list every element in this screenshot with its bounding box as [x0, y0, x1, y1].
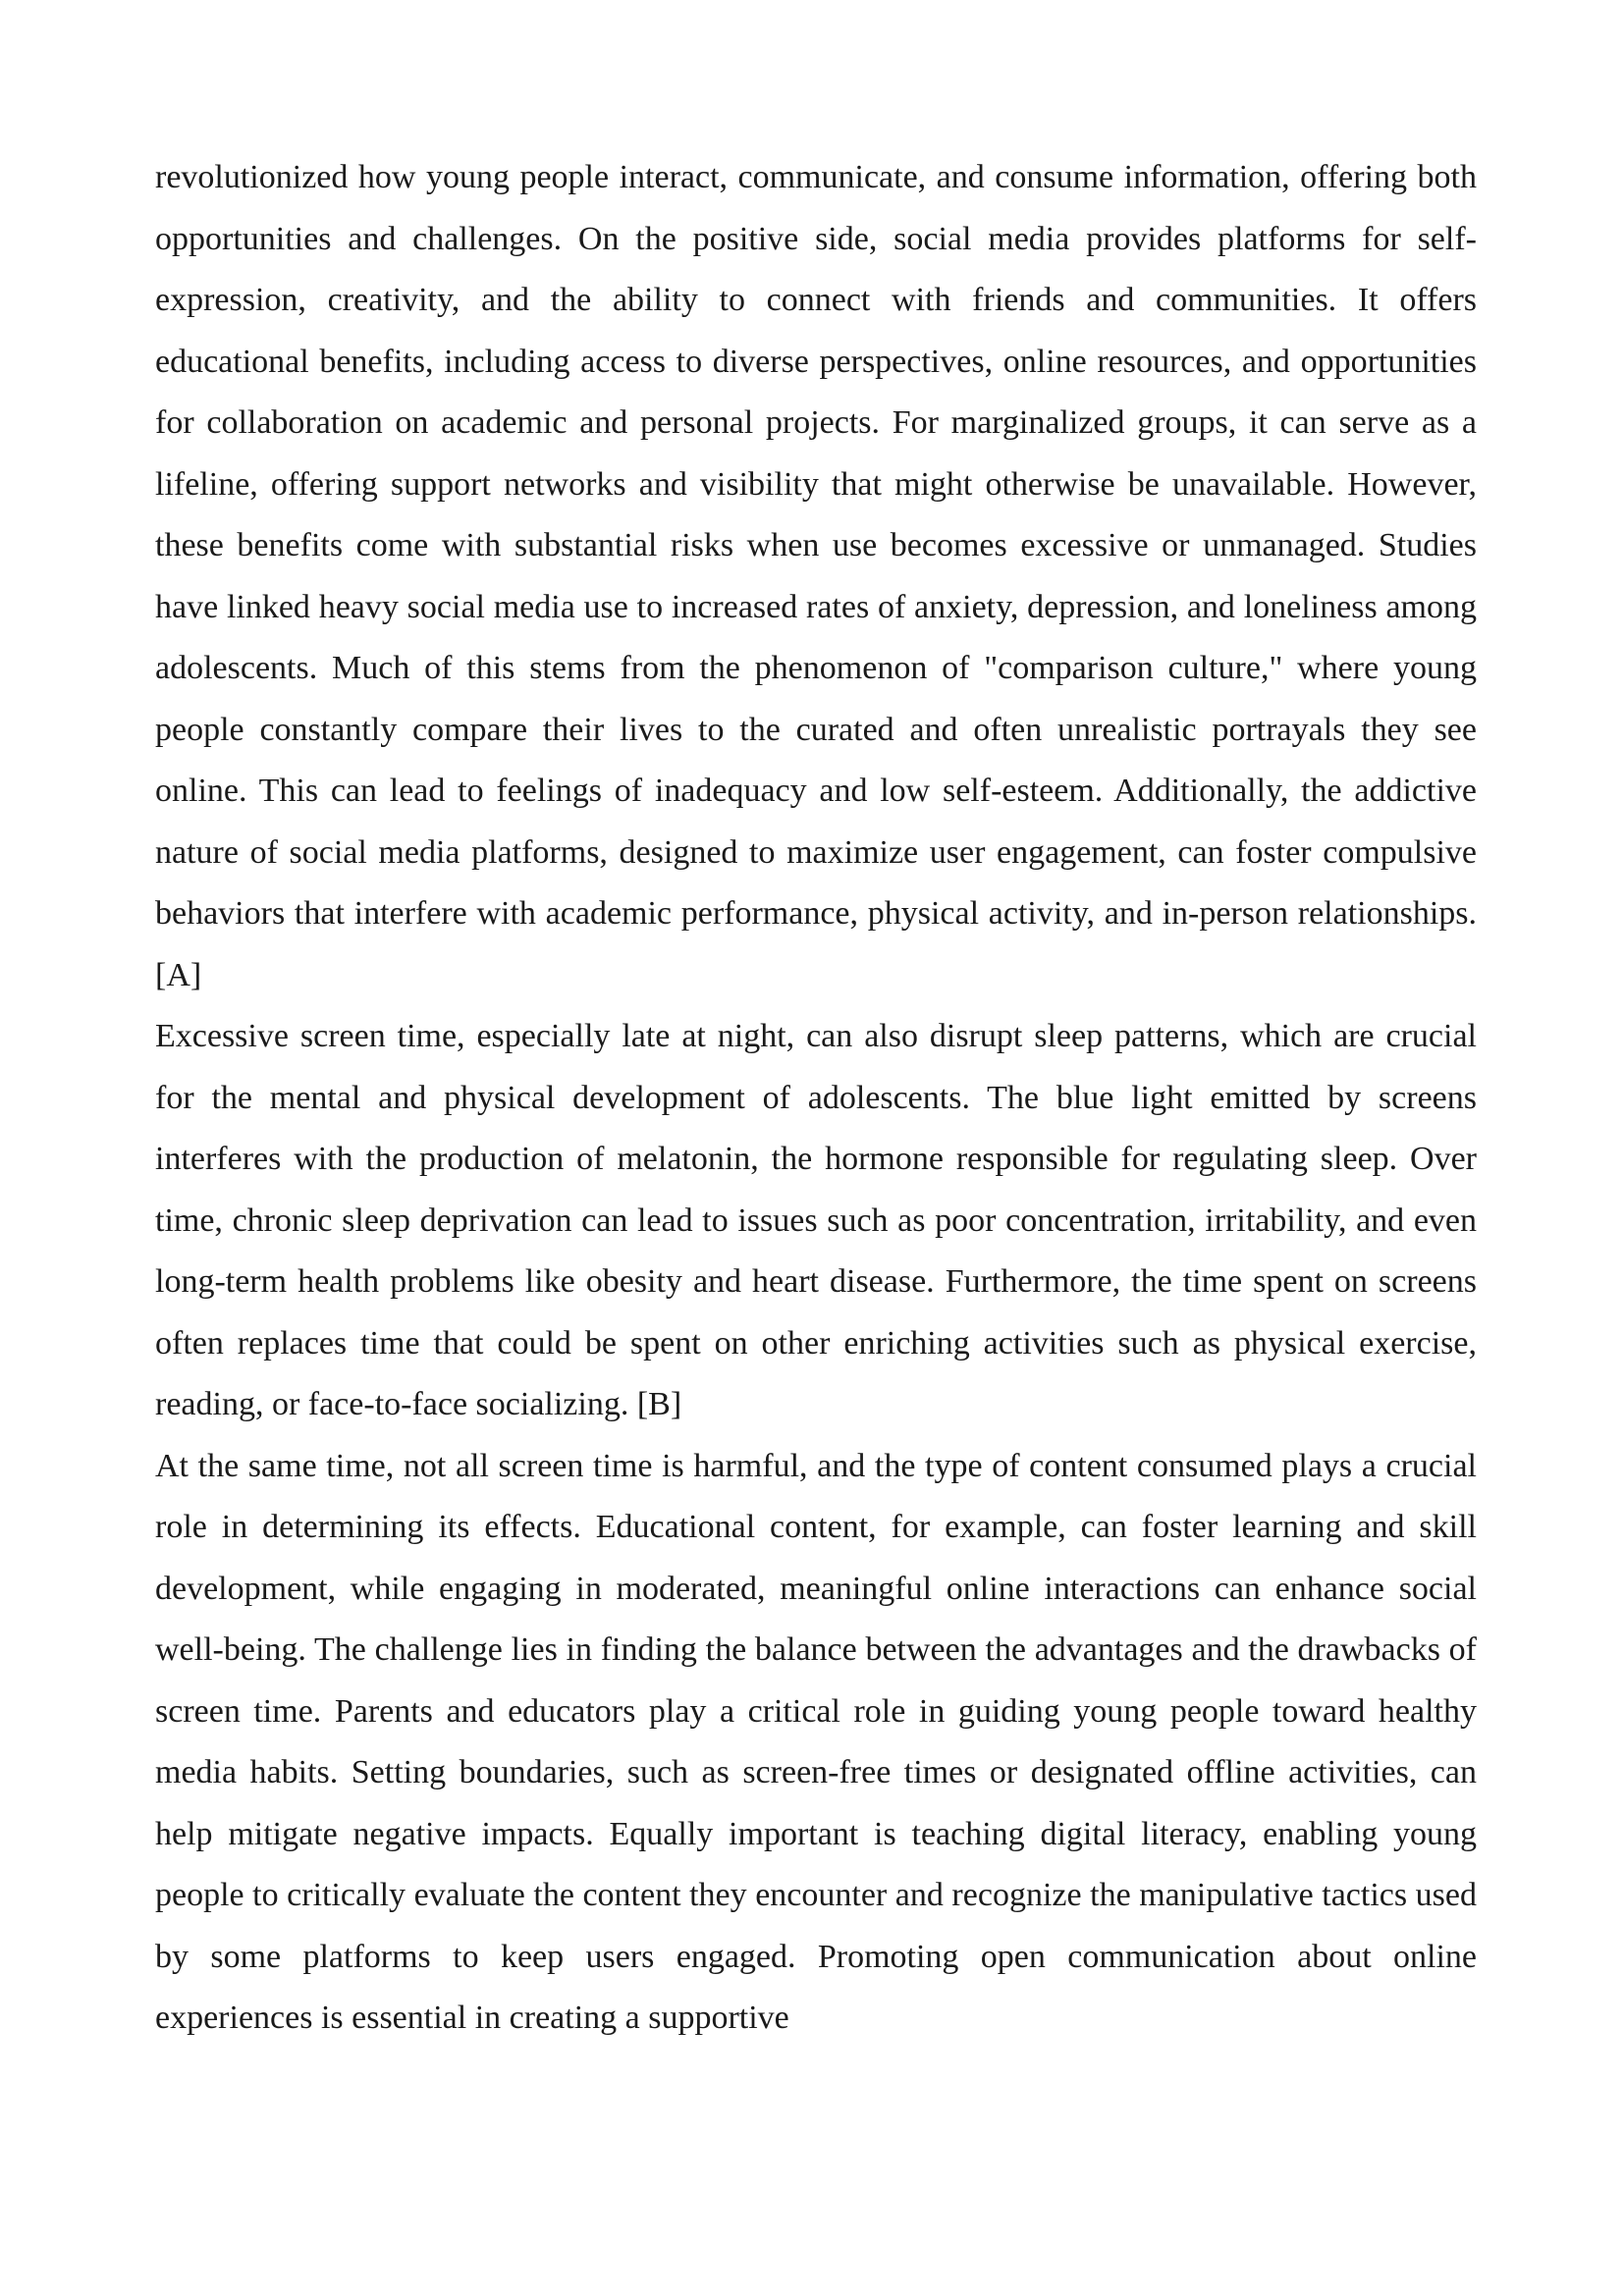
paragraph-screen-time-sleep: Excessive screen time, especially late at night, can also disrupt sleep patterns, which are crucial for the mental and physical development of adolescents. The blue light emitted by screens interferes with the production of melatonin, the hormone responsible for regulating sleep. Over time, chronic sleep deprivation can lead to issues such as poor concentration, irritability, and even long-term health problems like obesity and heart disease. Furthermore, the time spent on screens often replaces time that could be spent on other enriching activities such as physical exercise, reading, or face-to-face socializing. [B] [155, 1018, 1477, 1422]
document-body [155, 147, 1477, 2050]
paragraph-social-media: revolutionized how young people interact, communicate, and consume information, offering both opportunities and challenges. On the positive side, social media provides platforms for self-expression, creativity, and the ability to connect with friends and communities. It offers educational benefits, including access to diverse perspectives, online resources, and opportunities for collaboration on academic and personal projects. For marginalized groups, it can serve as a lifeline, offering support networks and visibility that might otherwise be unavailable. However, these benefits come with substantial risks when use becomes excessive or unmanaged. Studies have linked heavy social media use to increased rates of anxiety, depression, and loneliness among adolescents. Much of this stems from the phenomenon of "comparison culture," where young people constantly compare their lives to the curated and often unrealistic portrayals they see online. This can lead to feelings of inadequacy and low self-esteem. Additionally, the addictive nature of social media platforms, designed to maximize user engagement, can foster compulsive behaviors that interfere with academic performance, physical activity, and in-person relationships. [A] [155, 159, 1477, 993]
paragraph-balance: At the same time, not all screen time is harmful, and the type of content consumed plays a crucial role in determining its effects. Educational content, for example, can foster learning and skill development, while engaging in moderated, meaningful online interactions can enhance social well-being. The challenge lies in finding the balance between the advantages and the drawbacks of screen time. Parents and educators play a critical role in guiding young people toward healthy media habits. Setting boundaries, such as screen-free times or designated offline activities, can help mitigate negative impacts. Equally important is teaching digital literacy, enabling young people to critically evaluate the content they encounter and recognize the manipulative tactics used by some platforms to keep users engaged. Promoting open communication about online experiences is essential in creating a supportive [155, 1447, 1477, 2036]
